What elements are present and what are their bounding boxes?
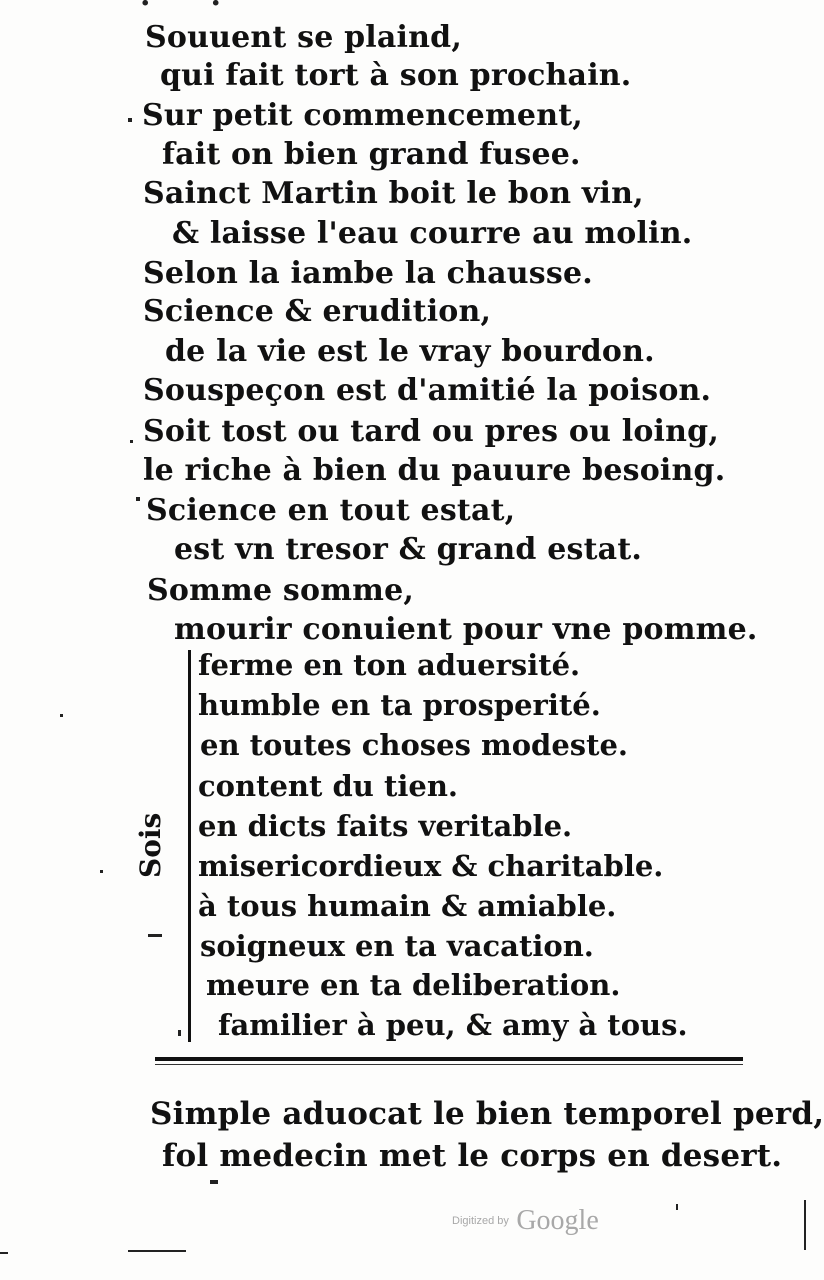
sois-item: humble en ta prosperité. xyxy=(198,688,601,722)
bracket-rule xyxy=(188,650,191,1042)
scan-speck xyxy=(210,1180,218,1184)
google-logo: Google xyxy=(516,1205,599,1236)
scan-speck xyxy=(130,440,133,443)
proverb-line: Somme somme, xyxy=(147,573,415,608)
proverb-line: de la vie est le vray bourdon. xyxy=(165,334,655,369)
closing-line: Simple aduocat le bien temporel perd, xyxy=(150,1096,824,1132)
scan-edge-mark xyxy=(0,1252,8,1254)
proverb-line: Souuent se plaind, xyxy=(145,20,462,55)
divider-rule-thin xyxy=(155,1064,743,1065)
scan-speck xyxy=(136,497,140,501)
scan-speck xyxy=(178,1030,181,1036)
scan-speck xyxy=(60,714,63,717)
proverb-line: Selon la iambe la chausse. xyxy=(143,256,593,291)
sois-item: en toutes choses modeste. xyxy=(200,728,629,762)
digitization-watermark xyxy=(452,1205,599,1237)
sois-item: soigneux en ta vacation. xyxy=(200,929,594,963)
sois-item: à tous humain & amiable. xyxy=(198,889,617,923)
sois-label: Sois xyxy=(134,812,167,878)
scan-speck xyxy=(100,870,103,873)
proverb-line: Sur petit commencement, xyxy=(142,98,583,133)
closing-line: fol medecin met le corps en desert. xyxy=(162,1138,783,1174)
proverb-line: Sainct Martin boit le bon vin, xyxy=(143,176,644,211)
scan-speck xyxy=(676,1204,678,1210)
cropped-header-fragment xyxy=(140,0,281,13)
sois-item: meure en ta deliberation. xyxy=(206,968,621,1002)
proverb-line: mourir conuient pour vne pomme. xyxy=(174,612,758,647)
proverb-line: qui fait tort à son prochain. xyxy=(160,58,632,93)
scan-edge-mark xyxy=(128,1250,186,1252)
proverb-line: Souspeçon est d'amitié la poison. xyxy=(143,373,712,408)
divider-rule xyxy=(155,1057,743,1061)
scan-speck xyxy=(148,934,162,937)
proverb-line: fait on bien grand fusee. xyxy=(162,137,581,172)
proverb-line: le riche à bien du pauure besoing. xyxy=(143,453,726,488)
sois-item: ferme en ton aduersité. xyxy=(198,648,581,682)
proverb-line: est vn tresor & grand estat. xyxy=(174,532,643,567)
proverb-line: & laisse l'eau courre au molin. xyxy=(172,216,693,251)
sois-item: misericordieux & charitable. xyxy=(198,849,664,883)
scan-edge-mark xyxy=(804,1200,806,1250)
sois-item: familier à peu, & amy à tous. xyxy=(218,1008,688,1042)
proverb-line: Science & erudition, xyxy=(143,294,492,329)
sois-item: en dicts faits veritable. xyxy=(198,809,573,843)
sois-block xyxy=(134,648,688,1048)
proverb-line: Soit tost ou tard ou pres ou loing, xyxy=(143,414,719,449)
scan-speck xyxy=(128,118,132,122)
sois-item: content du tien. xyxy=(198,769,459,803)
proverb-line: Science en tout estat, xyxy=(146,493,516,528)
watermark-prefix: Digitized by xyxy=(452,1215,509,1227)
